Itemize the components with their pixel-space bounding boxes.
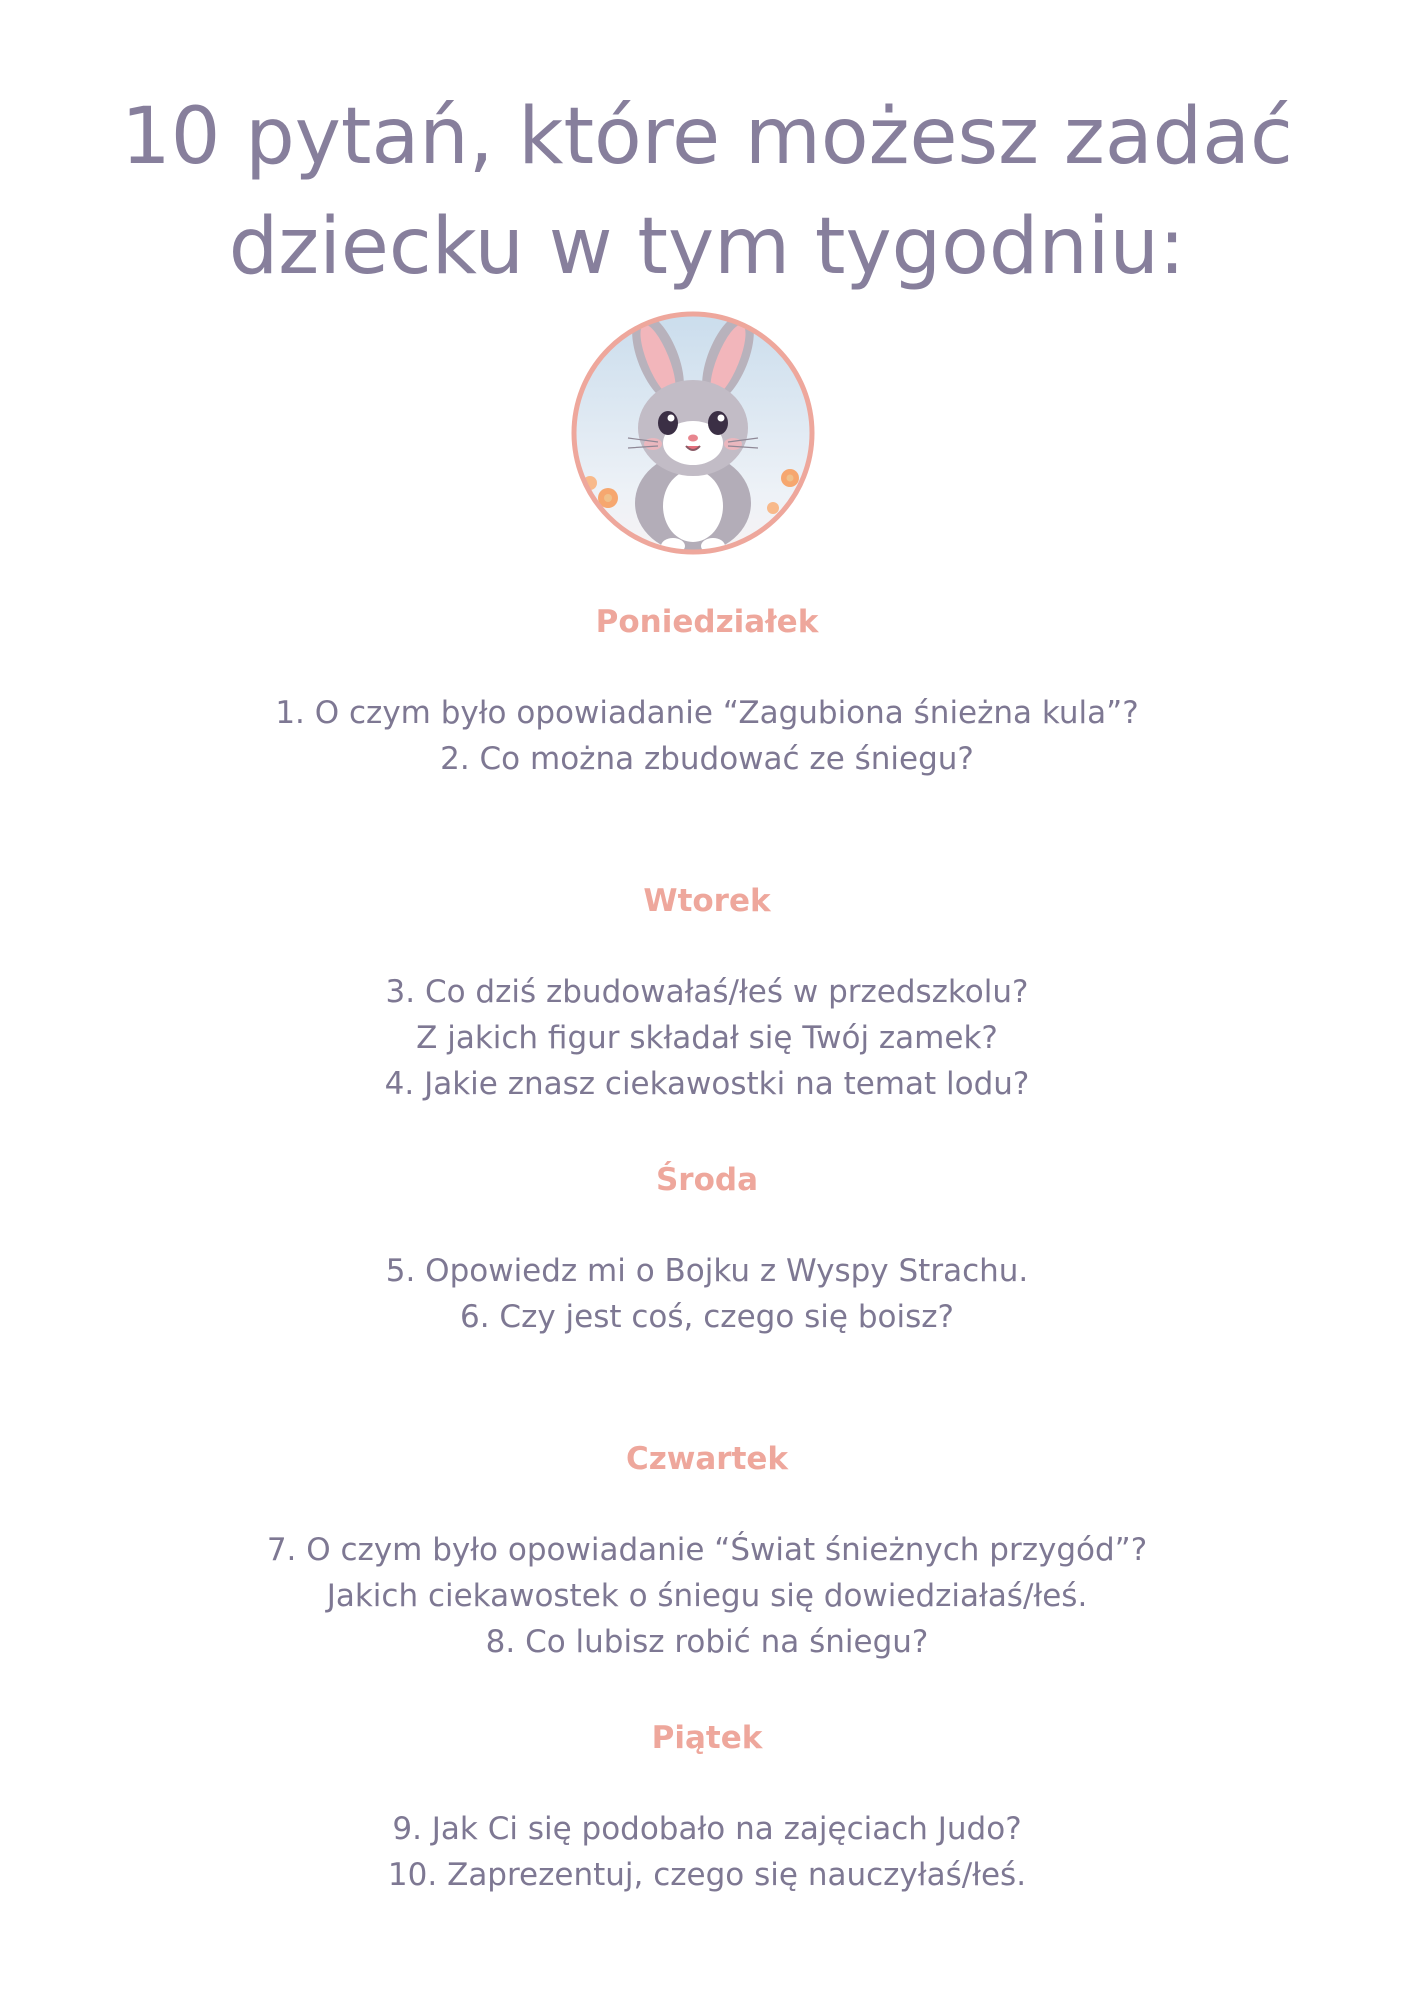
questions-wednesday xyxy=(0,1248,1414,1340)
question-line: 5. Opowiedz mi o Bojku z Wyspy Strachu. xyxy=(385,1253,1029,1289)
day-heading-monday: Poniedziałek xyxy=(595,604,819,640)
day-heading-tuesday: Wtorek xyxy=(643,883,771,919)
page-title-line-2: dziecku w tym tygodniu: xyxy=(228,202,1186,292)
question-line: 9. Jak Ci się podobało na zajęciach Judo? xyxy=(392,1811,1022,1847)
question-line: Z jakich figur składał się Twój zamek? xyxy=(416,1020,998,1056)
page-title-line-1: 10 pytań, które możesz zadać xyxy=(121,92,1293,182)
day-heading-friday: Piątek xyxy=(651,1720,763,1756)
day-heading-thursday: Czwartek xyxy=(625,1441,789,1477)
questions-thursday xyxy=(0,1527,1414,1665)
questions-tuesday xyxy=(0,969,1414,1107)
question-line: 7. O czym było opowiadanie “Świat śnieżnych przygód”? xyxy=(266,1532,1148,1568)
question-line: 1. O czym było opowiadanie “Zagubiona śnieżna kula”? xyxy=(275,695,1139,731)
questions-friday xyxy=(0,1806,1414,1898)
question-line: 8. Co lubisz robić na śniegu? xyxy=(485,1624,929,1660)
question-line: 10. Zaprezentuj, czego się nauczyłaś/łeś. xyxy=(387,1857,1027,1893)
question-line: 3. Co dziś zbudowałaś/łeś w przedszkolu? xyxy=(385,974,1029,1010)
question-line: 4. Jakie znasz ciekawostki na temat lodu? xyxy=(384,1066,1030,1102)
day-heading-wednesday: Środa xyxy=(655,1162,759,1198)
question-line: Jakich ciekawostek o śniegu się dowiedziałaś/łeś. xyxy=(326,1578,1088,1614)
questions-monday xyxy=(0,690,1414,782)
bunny-icon xyxy=(568,308,818,558)
page-title xyxy=(0,82,1414,302)
bunny-avatar xyxy=(568,308,818,558)
question-line: 2. Co można zbudować ze śniegu? xyxy=(440,741,974,777)
question-line: 6. Czy jest coś, czego się boisz? xyxy=(460,1299,954,1335)
